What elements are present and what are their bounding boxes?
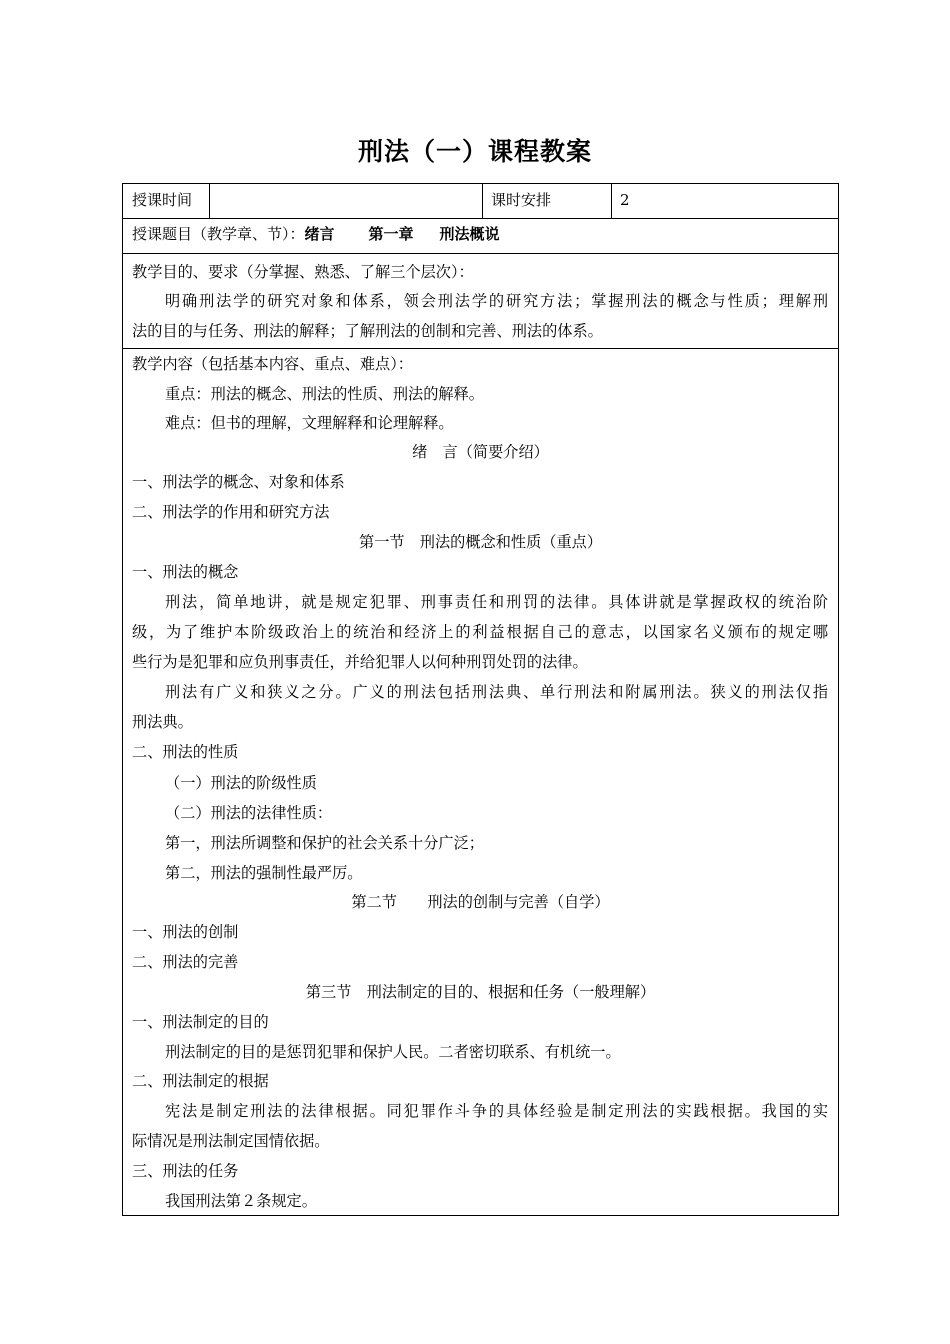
objectives-line-1: 明确刑法学的研究对象和体系，领会刑法学的研究方法；掌握刑法的概念与性质；理解刑 (165, 292, 828, 310)
section-1-sub-2-point-1: 第一，刑法所调整和保护的社会关系十分广泛； (165, 834, 484, 852)
section-3-title: 第三节 刑法制定的目的、根据和任务（一般理解） (305, 983, 656, 1001)
objectives-line-2: 法的目的与任务、刑法的解释；了解刑法的创制和完善、刑法的体系。 (132, 322, 603, 340)
content-cell (123, 349, 838, 1215)
section-1-sub-2: （二）刑法的法律性质： (165, 804, 333, 822)
hours-value: 2 (620, 191, 630, 209)
intro-title: 绪 言（简要介绍） (412, 443, 549, 461)
section-2-heading-1: 一、刑法的创制 (132, 923, 239, 941)
section-2-title: 第二节 刑法的创制与完善（自学） (351, 893, 610, 911)
topic-cell (123, 219, 838, 253)
section-3-para-2-line-2: 际情况是刑法制定国情依据。 (132, 1132, 330, 1150)
section-1-title: 第一节 刑法的概念和性质（重点） (359, 533, 602, 551)
section-1-heading-2: 二、刑法的性质 (132, 743, 239, 761)
topic-value-title: 刑法概说 (439, 225, 500, 243)
section-3-para-3: 我国刑法第２条规定。 (165, 1192, 317, 1210)
section-1-heading-1: 一、刑法的概念 (132, 563, 239, 581)
difficulties: 难点：但书的理解，文理解释和论理解释。 (165, 414, 454, 432)
section-1-para-1-line-1: 刑法，简单地讲，就是规定犯罪、刑事责任和刑罚的法律。具体讲就是掌握政权的统治阶 (165, 593, 828, 611)
intro-item-2: 二、刑法学的作用和研究方法 (132, 503, 330, 521)
key-points: 重点：刑法的概念、刑法的性质、刑法的解释。 (165, 385, 484, 403)
section-3-heading-3: 三、刑法的任务 (132, 1162, 239, 1180)
hours-label: 课时安排 (491, 191, 552, 209)
section-1-sub-2-point-2: 第二，刑法的强制性最严厉。 (165, 864, 363, 882)
topic-row (123, 219, 838, 254)
content-heading: 教学内容（包括基本内容、重点、难点）： (132, 355, 413, 373)
time-value (209, 184, 482, 218)
section-1-para-2-line-2: 刑法典。 (132, 713, 193, 731)
section-2-heading-2: 二、刑法的完善 (132, 953, 239, 971)
document-title: 刑法（一）课程教案 (357, 137, 592, 166)
topic-value-chapter: 第一章 (368, 225, 414, 243)
intro-item-1: 一、刑法学的概念、对象和体系 (132, 473, 345, 491)
section-1-para-1-line-2: 级，为了维护本阶级政治上的统治和经济上的利益根据自己的意志，以国家名义颁布的规定哪 (132, 623, 828, 641)
time-label: 授课时间 (132, 191, 193, 209)
header-row (123, 184, 838, 219)
topic-value-intro: 绪言 (304, 225, 335, 243)
section-1-para-1-line-3: 些行为是犯罪和应负刑事责任，并给犯罪人以何种刑罚处罚的法律。 (132, 653, 588, 671)
section-3-heading-2: 二、刑法制定的根据 (132, 1072, 269, 1090)
topic-label: 授课题目（教学章、节）： (132, 225, 305, 243)
section-3-para-1: 刑法制定的目的是惩罚犯罪和保护人民。二者密切联系、有机统一。 (165, 1043, 621, 1061)
objectives-heading: 教学目的、要求（分掌握、熟悉、了解三个层次）： (132, 263, 474, 281)
section-1-para-2-line-1: 刑法有广义和狭义之分。广义的刑法包括刑法典、单行刑法和附属刑法。狭义的刑法仅指 (165, 683, 828, 701)
section-3-heading-1: 一、刑法制定的目的 (132, 1013, 269, 1031)
section-3-para-2-line-1: 宪法是制定刑法的法律根据。同犯罪作斗争的具体经验是制定刑法的实践根据。我国的实 (165, 1102, 828, 1120)
objectives-row (123, 254, 838, 349)
section-1-sub-1: （一）刑法的阶级性质 (165, 774, 317, 792)
lesson-plan-table (122, 183, 839, 1216)
